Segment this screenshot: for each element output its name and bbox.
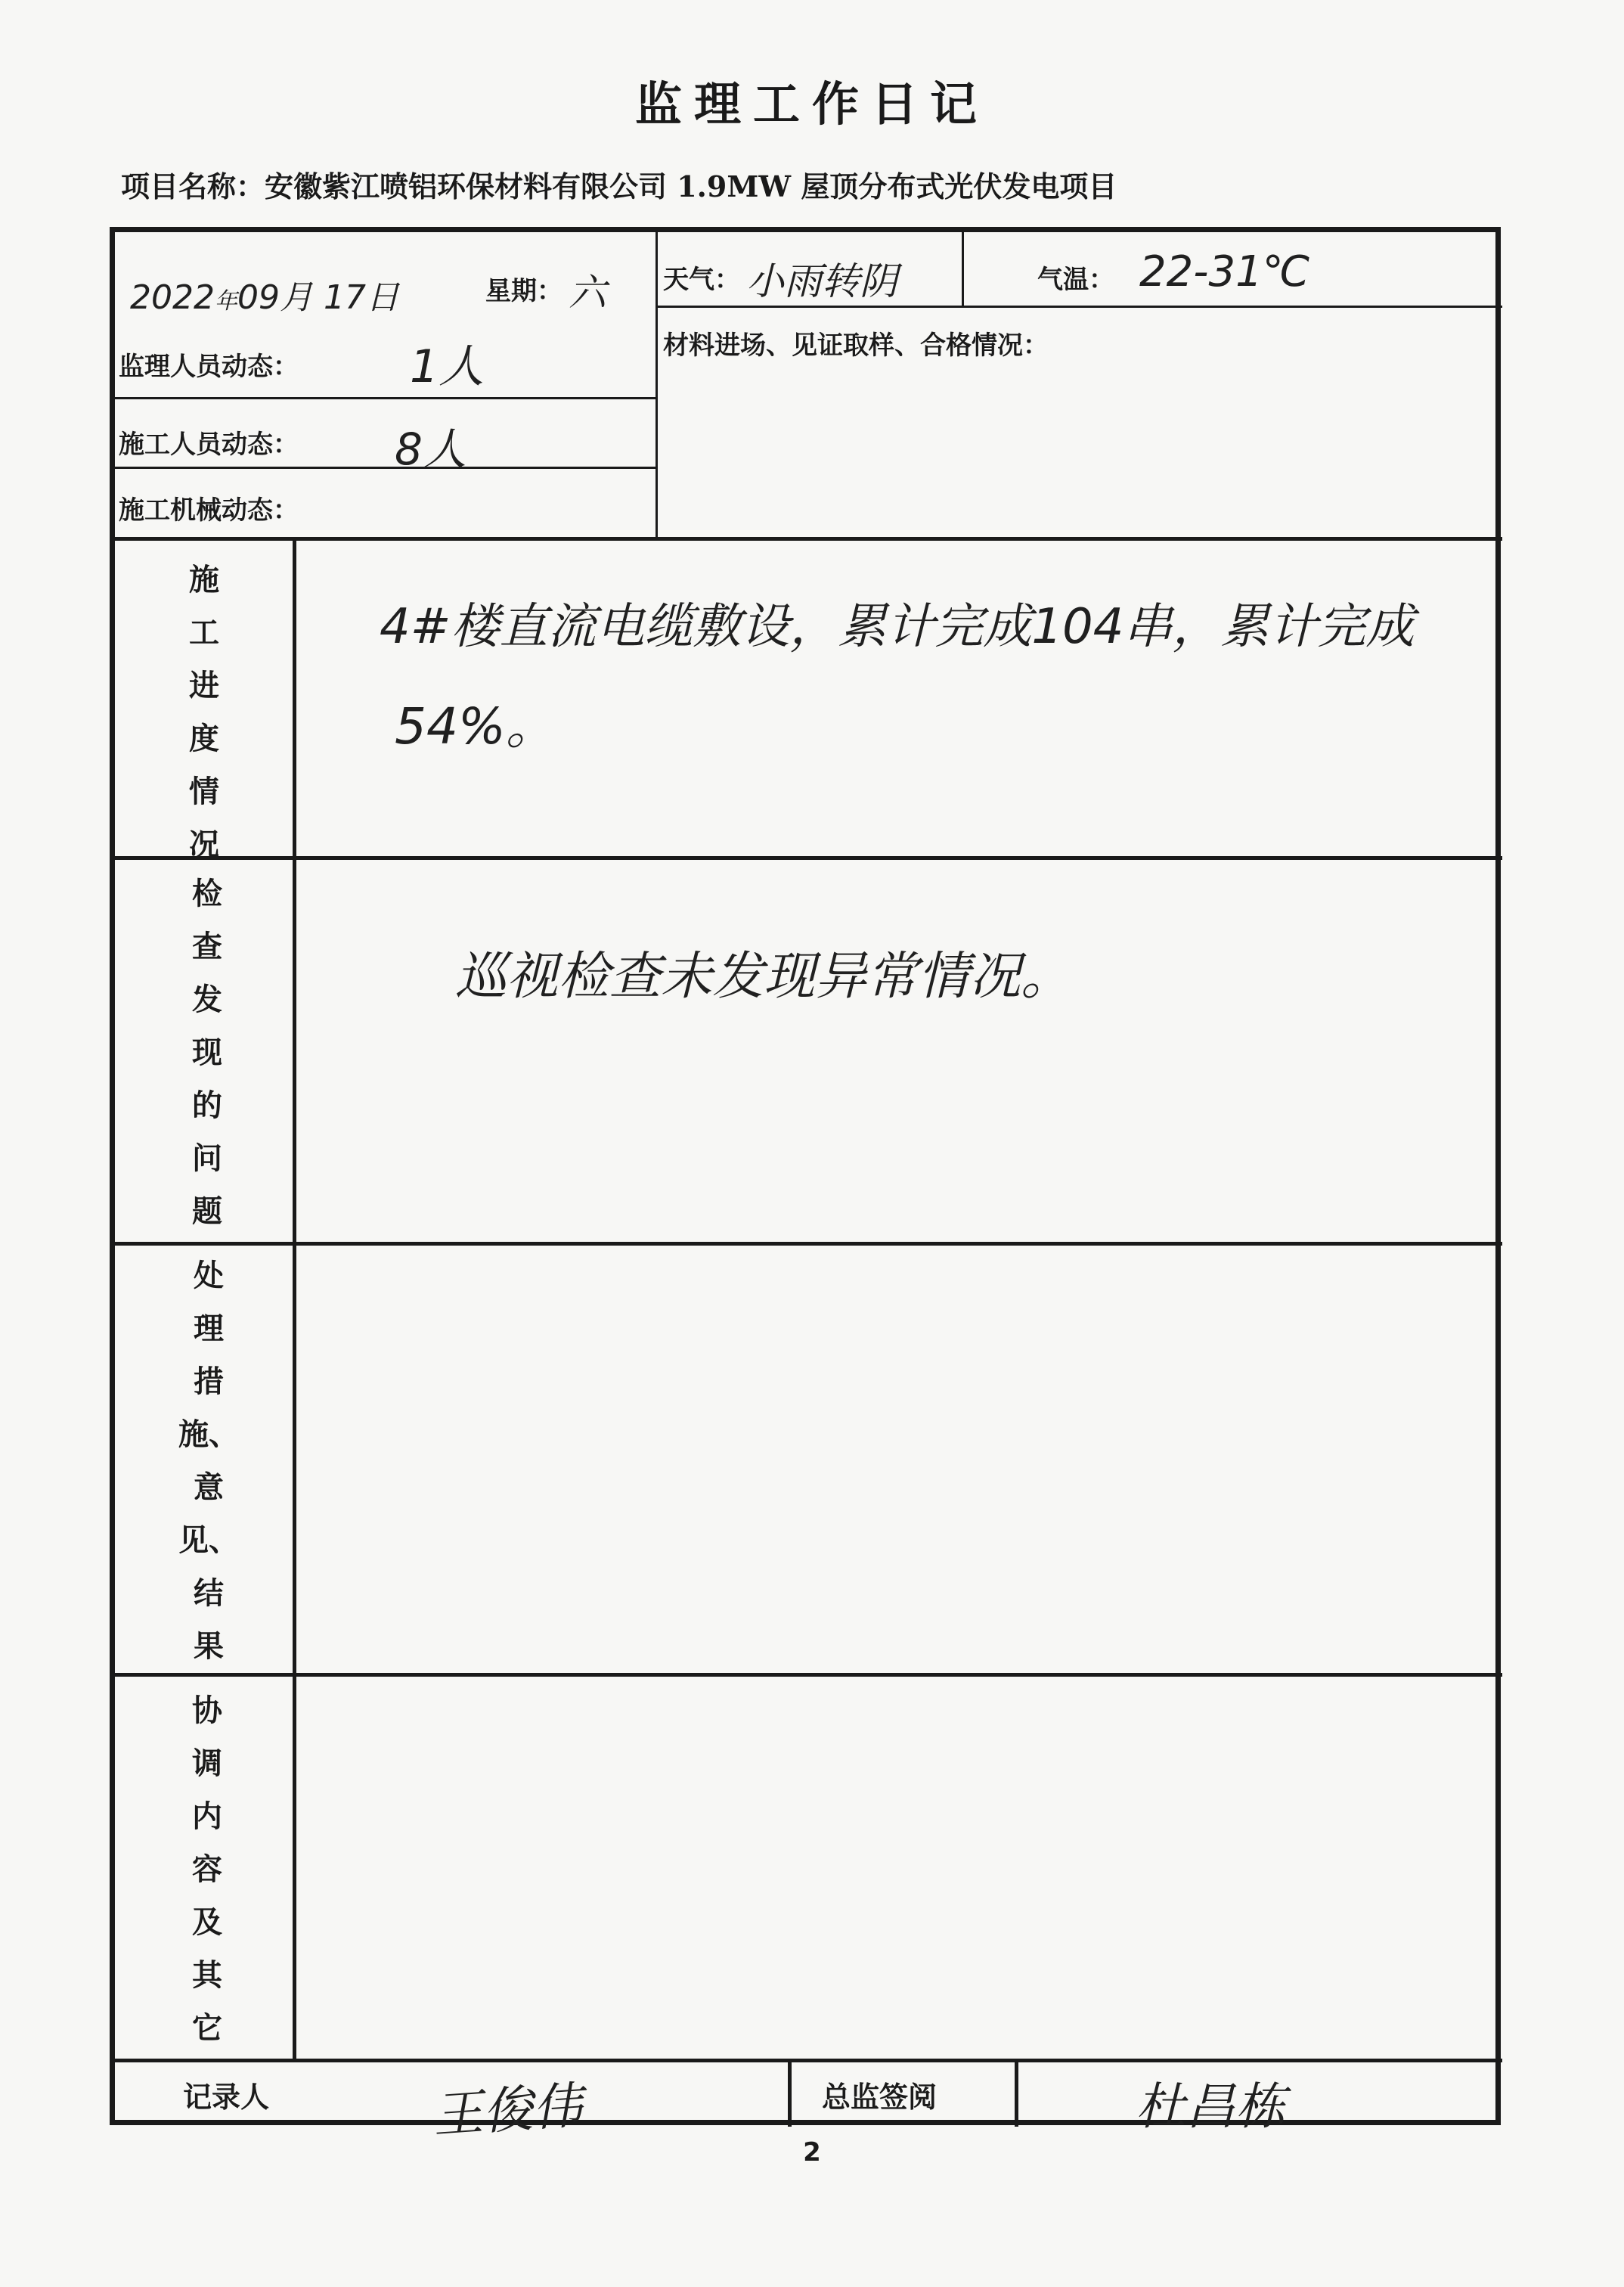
- progress-text-line1: 4#楼直流电缆敷设，累计完成104串，累计完成: [380, 599, 1415, 655]
- measures-label-char: 处: [194, 1258, 224, 1293]
- progress-text-line2: 54%。: [395, 697, 556, 756]
- progress-label-char: 工: [189, 615, 219, 650]
- page-title: 监理工作日记: [634, 76, 989, 132]
- recorder-label: 记录人: [183, 2080, 270, 2114]
- issues-label-char: 查: [192, 929, 222, 964]
- chief-signature: 杜昌栋: [1136, 2078, 1285, 2136]
- measures-label-char: 理: [194, 1311, 224, 1346]
- coordination-label-char: 内: [192, 1798, 222, 1834]
- progress-label-char: 情: [189, 774, 219, 809]
- issues-label-char: 检: [192, 876, 222, 911]
- date-month-mark: 月: [279, 278, 313, 317]
- weather-label: 天气：: [663, 265, 740, 295]
- measures-label-char: 意: [194, 1469, 224, 1505]
- issues-label-char: 题: [192, 1193, 222, 1229]
- issues-text: 巡视检查未发现异常情况。: [455, 947, 1073, 1007]
- recorder-signature: 王俊伟: [430, 2076, 584, 2145]
- issues-label-char: 的: [192, 1088, 222, 1123]
- measures-label-char: 果: [194, 1628, 224, 1664]
- project-line: [121, 163, 1117, 205]
- coordination-label-char: 容: [192, 1851, 222, 1887]
- diary-form: [110, 227, 1501, 2145]
- measures-label-char: 见、: [178, 1522, 239, 1558]
- chief-review-label: 总监签阅: [822, 2080, 938, 2114]
- date-year: 2022: [130, 278, 215, 317]
- temperature-value: 22-31℃: [1139, 247, 1310, 296]
- progress-label-char: 度: [189, 721, 219, 756]
- weather-value: 小雨转阴: [746, 259, 897, 303]
- progress-section-label: [174, 554, 234, 871]
- progress-label-char: 施: [189, 562, 219, 597]
- temperature-label: 气温：: [1037, 265, 1114, 295]
- page-number: 2: [803, 2137, 821, 2168]
- measures-label-char: 结: [194, 1575, 224, 1611]
- coordination-label-char: 及: [192, 1904, 222, 1940]
- project-name: 安徽紫江喷铝环保材料有限公司 1.9MW 屋顶分布式光伏发电项目: [265, 169, 1117, 203]
- supervisor-value: 1人: [410, 340, 485, 393]
- weekday-value: 六: [569, 271, 606, 315]
- measures-label-char: 施、: [178, 1417, 239, 1452]
- date-day-mark: 日: [365, 278, 399, 317]
- materials-label: 材料进场、见证取样、合格情况：: [663, 330, 1049, 361]
- worker-value: 8人: [395, 424, 466, 475]
- date-field: [130, 270, 399, 318]
- issues-label-char: 问: [192, 1140, 222, 1176]
- machinery-label: 施工机械动态：: [119, 495, 299, 526]
- worker-label: 施工人员动态：: [119, 430, 299, 460]
- project-label: 项目名称：: [121, 169, 265, 203]
- measures-section-label: [178, 1249, 239, 1673]
- weekday-label: 星期：: [485, 276, 563, 306]
- coordination-label-char: 它: [192, 2010, 222, 2046]
- date-day: 17: [323, 278, 366, 317]
- issues-section-label: [177, 867, 237, 1238]
- date-year-mark: 年: [214, 288, 237, 315]
- progress-label-char: 况: [189, 827, 219, 862]
- supervisor-label: 监理人员动态：: [119, 352, 299, 382]
- progress-label-char: 进: [189, 668, 219, 703]
- issues-label-char: 现: [192, 1035, 222, 1070]
- coordination-section-label: [177, 1684, 237, 2055]
- date-month: 09: [237, 278, 280, 317]
- coordination-label-char: 协: [192, 1693, 222, 1728]
- measures-label-char: 措: [194, 1364, 224, 1399]
- coordination-label-char: 其: [192, 1957, 222, 1993]
- coordination-label-char: 调: [192, 1746, 222, 1781]
- issues-label-char: 发: [192, 982, 222, 1017]
